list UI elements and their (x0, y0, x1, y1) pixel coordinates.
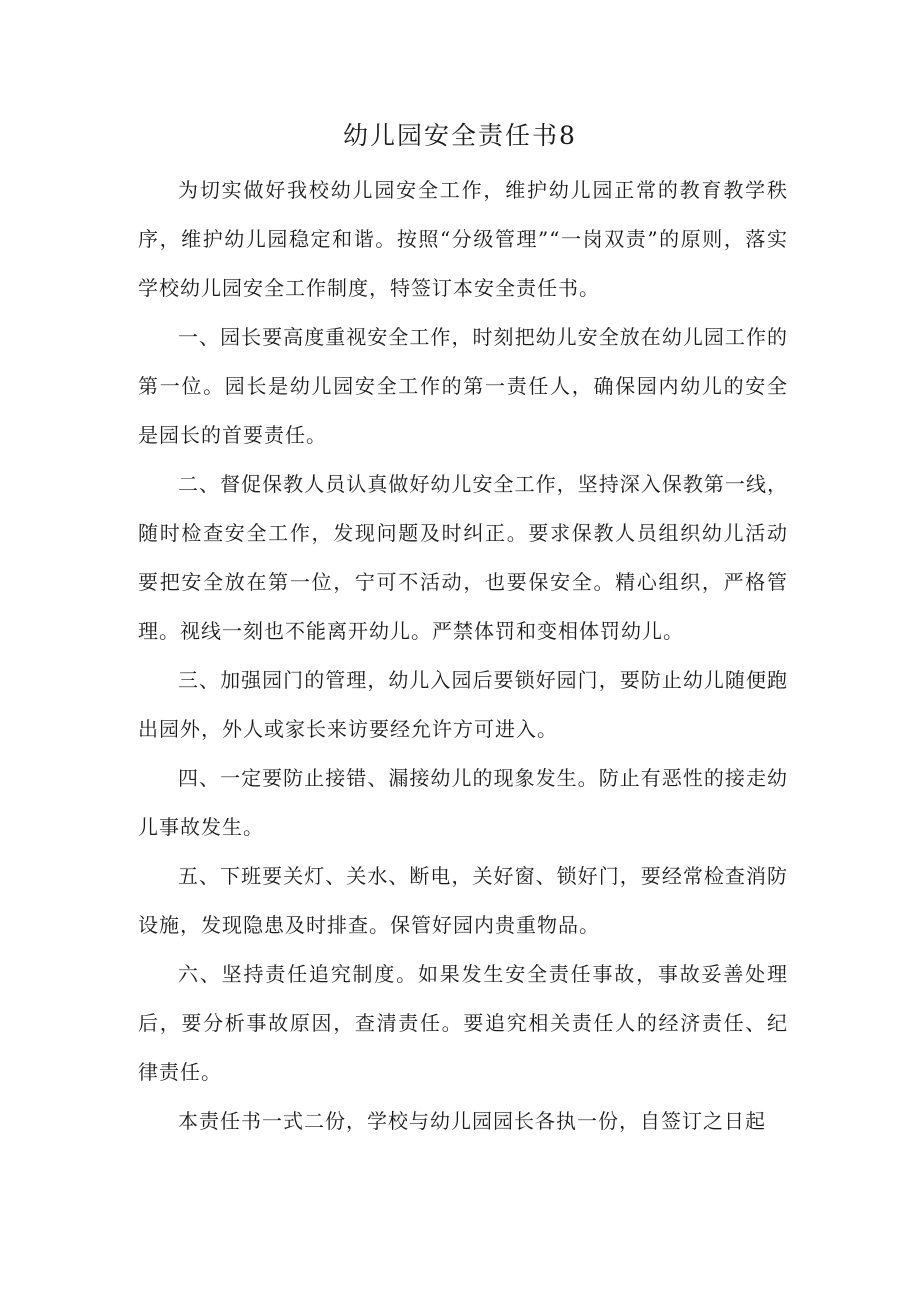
document-title: 幼儿园安全责任书8 (343, 121, 577, 150)
clause-6-paragraph: 六、坚持责任追究制度。如果发生安全责任事故，事故妥善处理后，要分析事故原因，查清责任。要追究相关责任人的经济责任、纪律责任。 (138, 962, 788, 1084)
intro-paragraph: 为切实做好我校幼儿园安全工作，维护幼儿园正常的教育教学秩序，维护幼儿园稳定和谐。按照“分级管理”“一岗双责”的原则，落实学校幼儿园安全工作制度，特签订本安全责任书。 (138, 178, 788, 300)
document-body (138, 166, 788, 1146)
clause-5-paragraph: 五、下班要关灯、关水、断电，关好窗、锁好门，要经常检查消防设施，发现隐患及时排查。保管好园内贵重物品。 (138, 864, 788, 937)
clause-1-paragraph: 一、园长要高度重视安全工作，时刻把幼儿安全放在幼儿园工作的第一位。园长是幼儿园安全工作的第一责任人，确保园内幼儿的安全是园长的首要责任。 (138, 325, 788, 447)
clause-2-paragraph: 二、督促保教人员认真做好幼儿安全工作，坚持深入保教第一线，随时检查安全工作，发现问题及时纠正。要求保教人员组织幼儿活动要把安全放在第一位，宁可不活动，也要保安全。精心组织，严格管理。视线一刻也不能离开幼儿。严禁体罚和变相体罚幼儿。 (138, 472, 788, 643)
clause-3-paragraph: 三、加强园门的管理，幼儿入园后要锁好园门，要防止幼儿随便跑出园外，外人或家长来访要经允许方可进入。 (138, 668, 788, 741)
clause-4-paragraph: 四、一定要防止接错、漏接幼儿的现象发生。防止有恶性的接走幼儿事故发生。 (138, 766, 788, 839)
closing-paragraph: 本责任书一式二份，学校与幼儿园园长各执一份，自签订之日起 (178, 1109, 766, 1133)
